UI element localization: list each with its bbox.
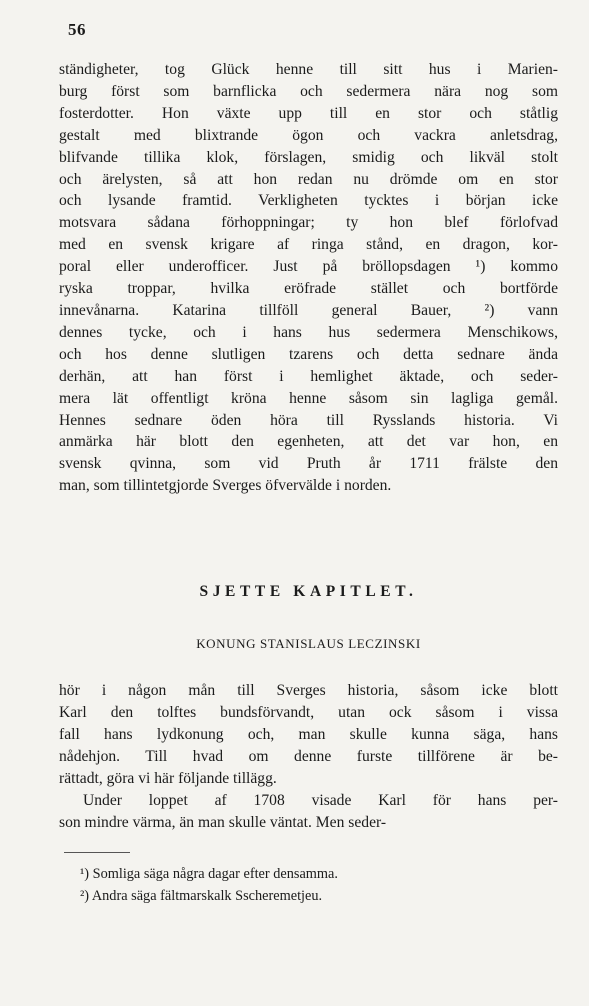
text-line: innevånarna. Katarina tillföll general Bauer, ²) vann [59,301,558,319]
paragraph-under-loppet [59,790,558,834]
text-line: son mindre värma, än man skulle väntat. Men seder- [59,813,387,831]
text-line: dennes tycke, och i hans hus sedermera Menschikows, [59,323,558,341]
text-line: poral eller underofficer. Just på bröllopsdagen ¹) kommo [59,258,558,276]
text-line: ständigheter, tog Glück henne till sitt hus i Marien- [59,61,558,78]
page-number: 56 [68,20,86,39]
text-line: rättadt, göra vi här följande tillägg. [59,769,277,787]
text-line: och ärelysten, så att hon redan nu drömde om en stor [59,170,558,188]
chapter-subtitle: KONUNG STANISLAUS LECZINSKI [196,636,421,651]
text-line: blifvande tillika klok, förslagen, smidig och likväl stolt [59,148,558,166]
text-line: gestalt med blixtrande ögon och vackra anletsdrag, [59,126,558,144]
text-line: fall hans lydkonung och, man skulle kunna säga, hans [59,725,558,743]
text-line: man, som tillintetgjorde Sverges öfvervälde i norden. [59,477,392,495]
text-line: anmärka här blott den egenheten, att det var hon, en [59,433,558,451]
text-line: och hos denne slutligen tzarens och detta sednare ända [59,345,558,363]
footnote-1: ¹) Somliga säga några dagar efter densamma. [80,866,338,882]
text-line: ryska troppar, hvilka eröfrade stället och bortförde [59,280,558,298]
text-line: mera lät offentligt kröna henne såsom sin lagliga gemål. [59,389,558,407]
text-line: Under loppet af 1708 visade Karl för hans per- [83,792,558,809]
chapter-heading: SJETTE KAPITLET. [199,583,418,600]
text-line: svensk qvinna, som vid Pruth år 1711 frälste den [59,455,558,473]
text-line: derhän, att han först i hemlighet äktade, och seder- [59,367,558,385]
text-line: nådehjon. Till hvad om denne furste tillförene är be- [59,747,558,765]
text-line: med en svensk krigare af ringa stånd, en dragon, kor- [59,236,558,254]
text-line: motsvara sådana förhoppningar; ty hon blef förlofvad [59,214,558,232]
text-line: burg först som barnflicka och sedermera nära nog som [59,82,558,100]
paragraph-continuation [59,59,558,497]
text-line: hör i någon mån till Sverges historia, såsom icke blott [59,682,558,699]
text-line: Hennes sednare öden höra till Rysslands historia. Vi [59,411,558,429]
text-line: och lysande framtid. Verkligheten tycktes i början icke [59,192,558,210]
footnote-divider [64,852,130,853]
text-line: Karl den tolftes bundsförvandt, utan ock såsom i vissa [59,703,558,721]
footnote-2: ²) Andra säga fältmarskalk Sscheremetjeu. [80,888,323,904]
text-line: fosterdotter. Hon växte upp till en stor och ståtlig [59,104,558,122]
chapter-opening-paragraph [59,680,558,790]
